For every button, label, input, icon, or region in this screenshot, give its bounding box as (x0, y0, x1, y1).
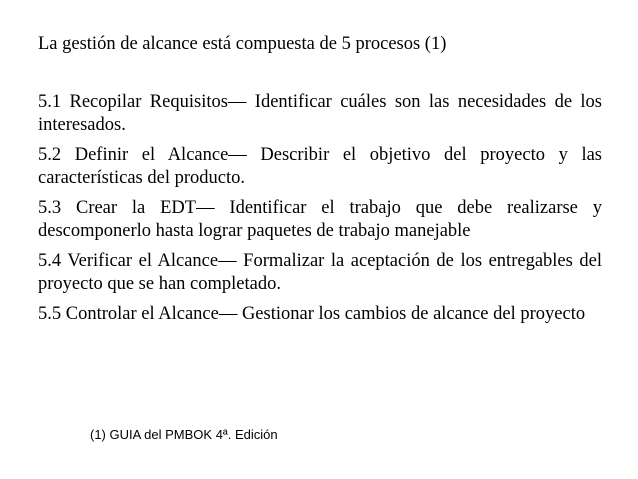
process-text: 5.4 Verificar el Alcance— Formalizar la aceptación de los entregables del proyecto que se han completado. (38, 251, 602, 294)
footnote: (1) GUIA del PMBOK 4ª. Edición (90, 427, 278, 442)
process-text: 5.2 Definir el Alcance— Describir el objetivo del proyecto y las características del producto. (38, 145, 602, 188)
process-item-5-1 (38, 91, 602, 137)
process-list (38, 91, 602, 333)
process-item-5-5 (38, 303, 602, 326)
process-item-5-3 (38, 197, 602, 243)
process-text: 5.3 Crear la EDT— Identificar el trabajo que debe realizarse y descomponerlo hasta lograr paquetes de trabajo manejable (38, 198, 602, 241)
process-item-5-4 (38, 250, 602, 296)
process-text: 5.5 Controlar el Alcance— Gestionar los cambios de alcance del proyecto (38, 304, 586, 324)
process-item-5-2 (38, 144, 602, 190)
process-text: 5.1 Recopilar Requisitos— Identificar cuáles son las necesidades de los interesados. (38, 92, 602, 135)
slide-title: La gestión de alcance está compuesta de 5 procesos (1) (38, 34, 447, 54)
